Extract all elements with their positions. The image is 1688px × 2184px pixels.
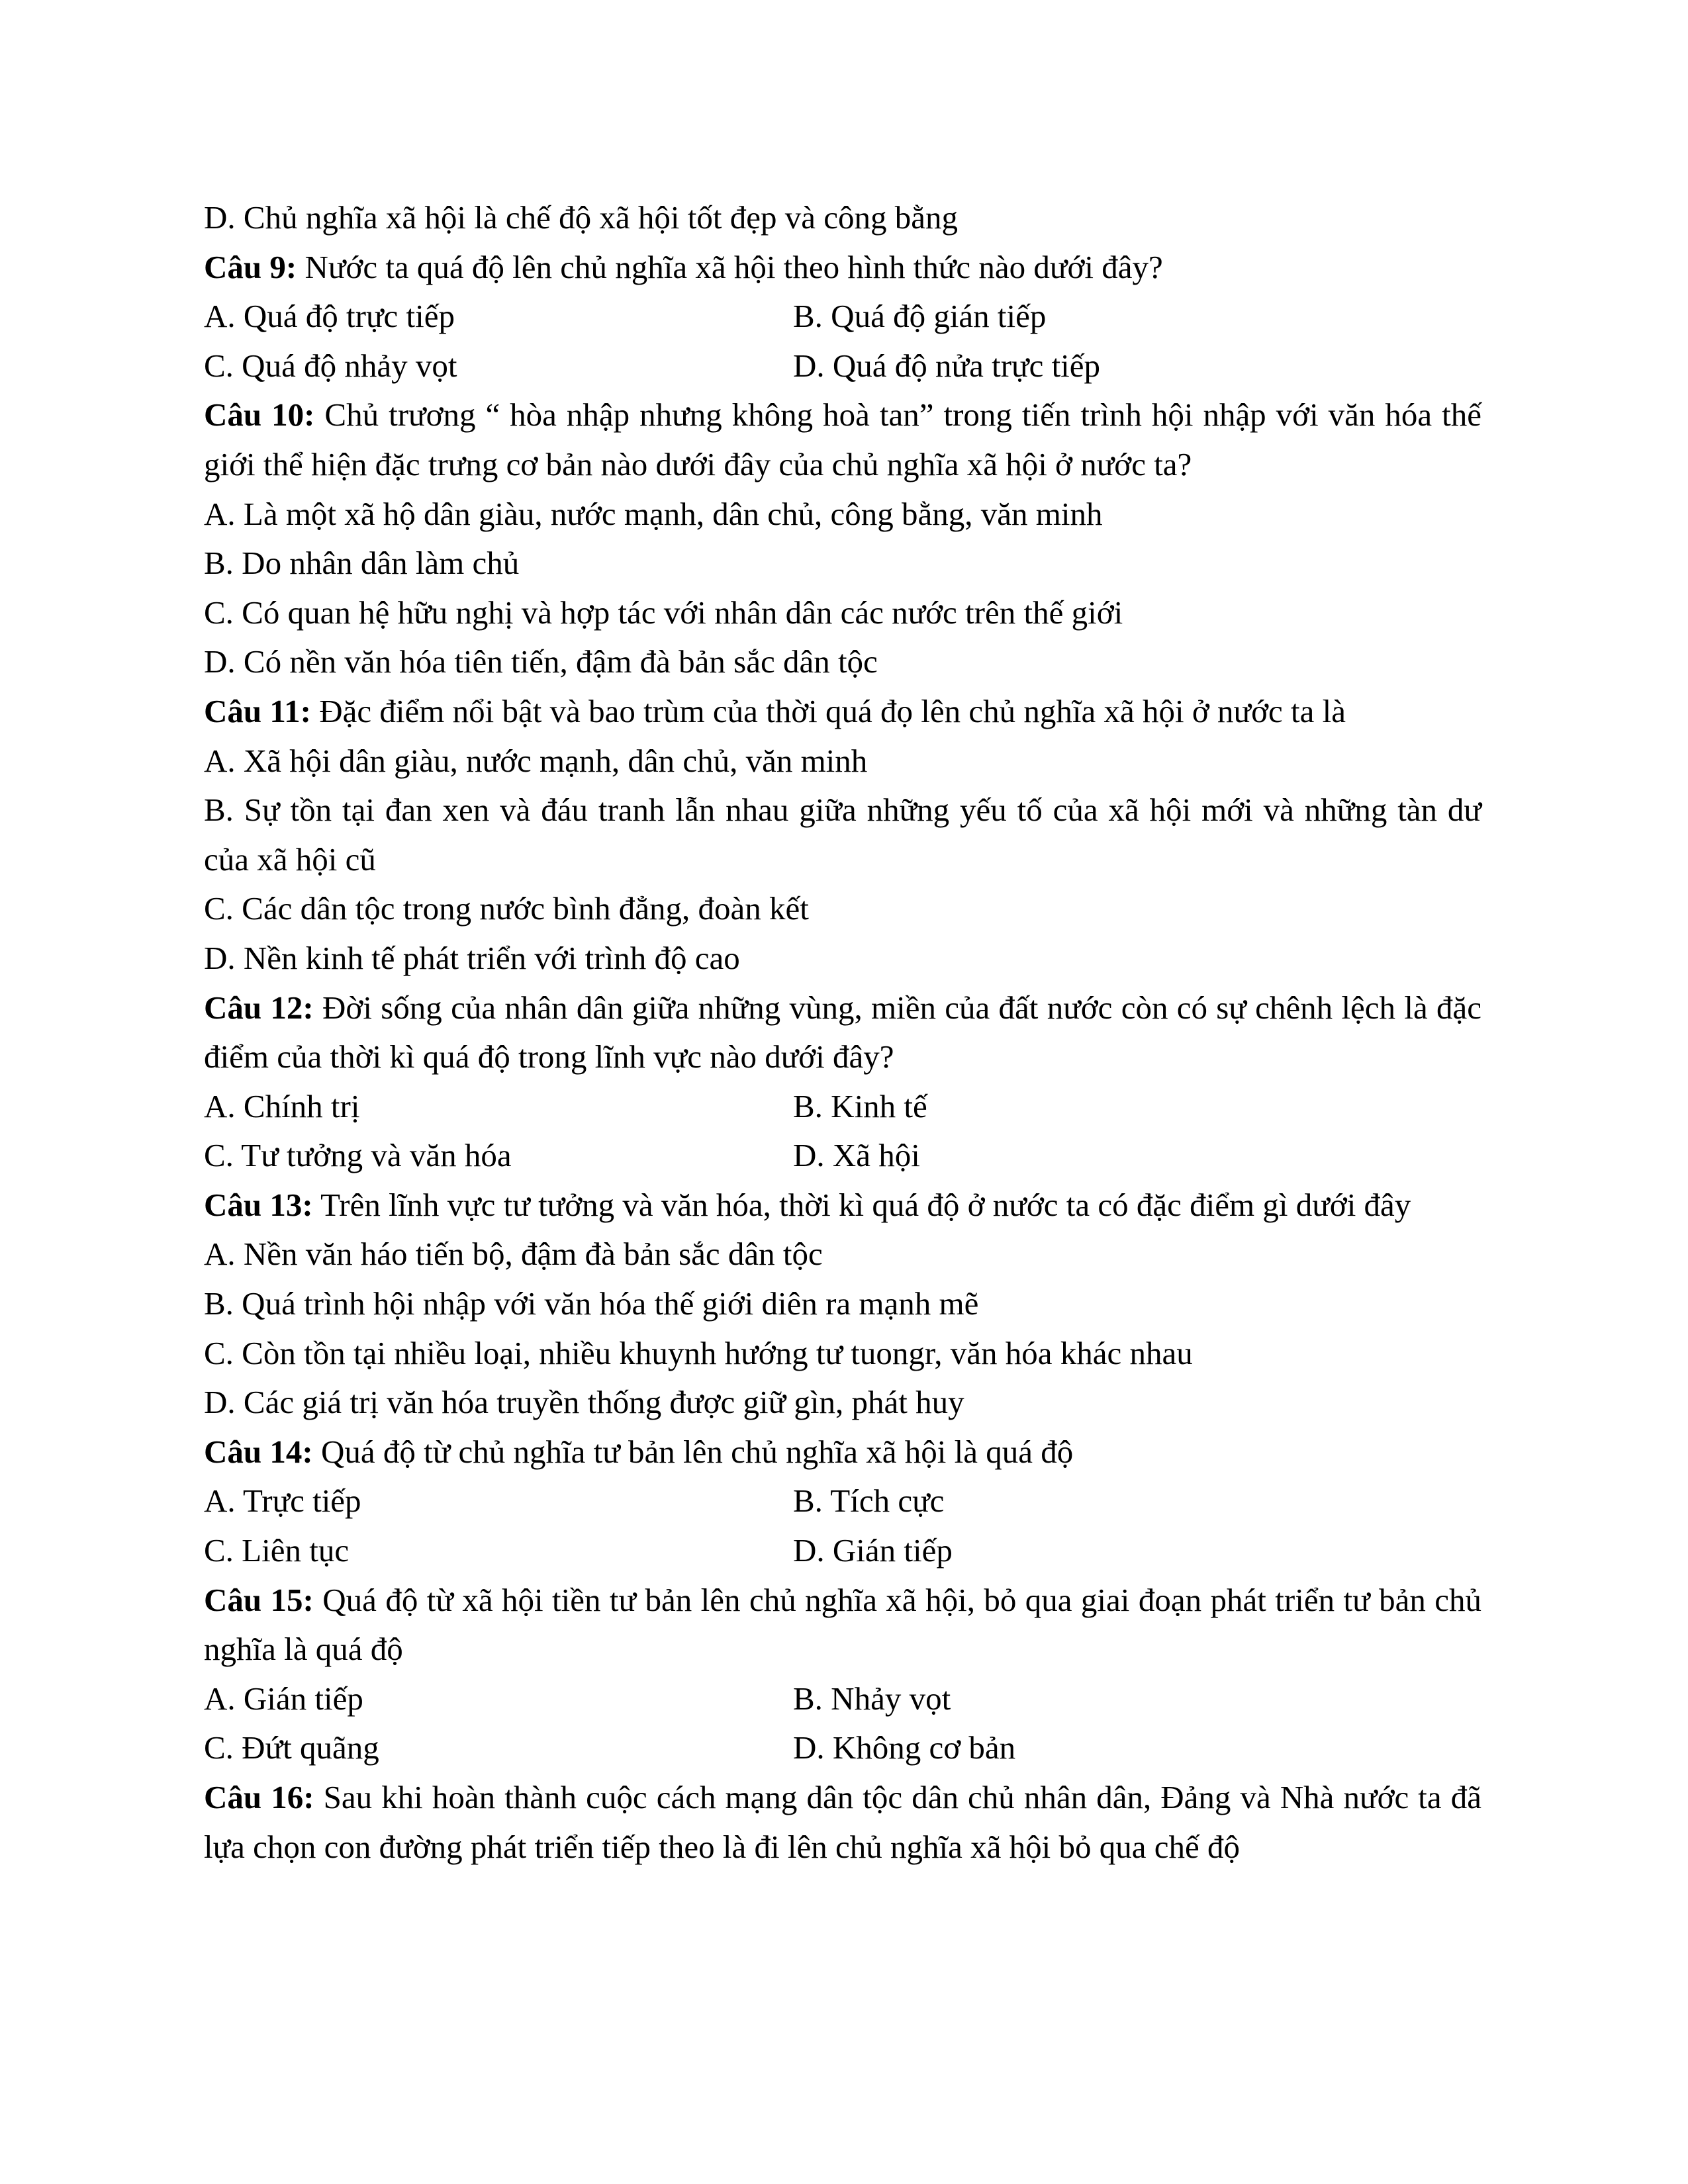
option-c: C. Quá độ nhảy vọt xyxy=(204,347,457,384)
question-13 xyxy=(204,1181,1481,1230)
options-row xyxy=(204,1723,1481,1773)
option-a: A. Là một xã hộ dân giàu, nước mạnh, dân chủ, công bằng, văn minh xyxy=(204,495,1103,532)
question-9 xyxy=(204,243,1481,293)
option-c: C. Tư tưởng và văn hóa xyxy=(204,1137,512,1174)
question-label: Câu 12: xyxy=(204,989,314,1026)
question-15 xyxy=(204,1576,1481,1674)
question-text: Đặc điểm nổi bật và bao trùm của thời quá đọ lên chủ nghĩa xã hội ở nước ta là xyxy=(311,692,1346,729)
options-row xyxy=(204,341,1481,391)
lead-option: D. Chủ nghĩa xã hội là chế độ xã hội tốt đẹp và công bằng xyxy=(204,199,958,236)
question-text: Nước ta quá độ lên chủ nghĩa xã hội theo hình thức nào dưới đây? xyxy=(297,248,1163,285)
question-text: Trên lĩnh vực tư tưởng và văn hóa, thời kì quá độ ở nước ta có đặc điểm gì dưới đây xyxy=(312,1186,1411,1223)
option-d: D. Không cơ bản xyxy=(793,1729,1016,1766)
options-row xyxy=(204,1526,1481,1576)
option-d: D. Quá độ nửa trực tiếp xyxy=(793,347,1101,384)
option-b: B. Do nhân dân làm chủ xyxy=(204,545,520,582)
question-16 xyxy=(204,1773,1481,1872)
question-10 xyxy=(204,390,1481,489)
question-label: Câu 15: xyxy=(204,1581,314,1618)
option-c: C. Có quan hệ hữu nghị và hợp tác với nhân dân các nước trên thế giới xyxy=(204,594,1123,631)
options-row xyxy=(204,292,1481,341)
question-text: Sau khi hoàn thành cuộc cách mạng dân tộc dân chủ nhân dân, Đảng và Nhà nước ta đã lựa chọn con đường phát triển tiếp theo là đi lên chủ nghĩa xã hội bỏ qua chế độ xyxy=(204,1779,1481,1865)
option-d: D. Nền kinh tế phát triển với trình độ cao xyxy=(204,939,740,976)
question-text: Đời sống của nhân dân giữa những vùng, miền của đất nước còn có sự chênh lệch là đặc điểm của thời kì quá độ trong lĩnh vực nào dưới đây? xyxy=(204,989,1481,1075)
question-label: Câu 10: xyxy=(204,396,315,433)
question-label: Câu 13: xyxy=(204,1186,313,1223)
option-b: B. Quá trình hội nhập với văn hóa thế giới diên ra mạnh mẽ xyxy=(204,1285,979,1322)
option-c: C. Các dân tộc trong nước bình đẳng, đoàn kết xyxy=(204,890,809,927)
option-d: D. Gián tiếp xyxy=(793,1532,953,1569)
option-d: D. Các giá trị văn hóa truyền thống được giữ gìn, phát huy xyxy=(204,1384,964,1421)
question-text: Quá độ từ chủ nghĩa tư bản lên chủ nghĩa xã hội là quá độ xyxy=(312,1433,1074,1470)
options-row xyxy=(204,1082,1481,1132)
option-b: B. Quá độ gián tiếp xyxy=(793,298,1047,335)
question-label: Câu 11: xyxy=(204,692,312,729)
options-row xyxy=(204,1131,1481,1181)
options-row xyxy=(204,1477,1481,1526)
question-label: Câu 14: xyxy=(204,1433,313,1470)
option-b: B. Tích cực xyxy=(793,1482,945,1520)
option-b: B. Sự tồn tại đan xen và đáu tranh lẫn nhau giữa những yếu tố của xã hội mới và những tàn dư của xã hội cũ xyxy=(204,792,1481,878)
option-d: D. Có nền văn hóa tiên tiến, đậm đà bản sắc dân tộc xyxy=(204,643,878,680)
option-b: B. Kinh tế xyxy=(793,1087,927,1124)
option-a: A. Xã hội dân giàu, nước mạnh, dân chủ, văn minh xyxy=(204,742,868,779)
option-d: D. Xã hội xyxy=(793,1137,920,1174)
question-label: Câu 16: xyxy=(204,1779,314,1815)
question-11 xyxy=(204,687,1481,737)
option-a: A. Trực tiếp xyxy=(204,1482,361,1520)
question-text: Chủ trương “ hòa nhập nhưng không hoà tan” trong tiến trình hội nhập với văn hóa thế giới thể hiện đặc trưng cơ bản nào dưới đây của chủ nghĩa xã hội ở nước ta? xyxy=(204,396,1481,482)
option-a: A. Quá độ trực tiếp xyxy=(204,298,455,335)
option-a: A. Nền văn háo tiến bộ, đậm đà bản sắc dân tộc xyxy=(204,1236,823,1273)
option-a: A. Gián tiếp xyxy=(204,1680,363,1717)
question-14 xyxy=(204,1428,1481,1477)
question-label: Câu 9: xyxy=(204,248,297,285)
option-c: C. Liên tục xyxy=(204,1532,350,1569)
option-a: A. Chính trị xyxy=(204,1087,360,1124)
question-text: Quá độ từ xã hội tiền tư bản lên chủ nghĩa xã hội, bỏ qua giai đoạn phát triển tư bản chủ nghĩa là quá độ xyxy=(204,1581,1481,1668)
options-row xyxy=(204,1674,1481,1724)
question-list xyxy=(204,193,1481,1872)
option-b: B. Nhảy vọt xyxy=(793,1680,951,1717)
option-c: C. Đứt quãng xyxy=(204,1729,379,1766)
question-12 xyxy=(204,983,1481,1082)
option-c: C. Còn tồn tại nhiều loại, nhiều khuynh hướng tư tuongr, văn hóa khác nhau xyxy=(204,1334,1193,1371)
